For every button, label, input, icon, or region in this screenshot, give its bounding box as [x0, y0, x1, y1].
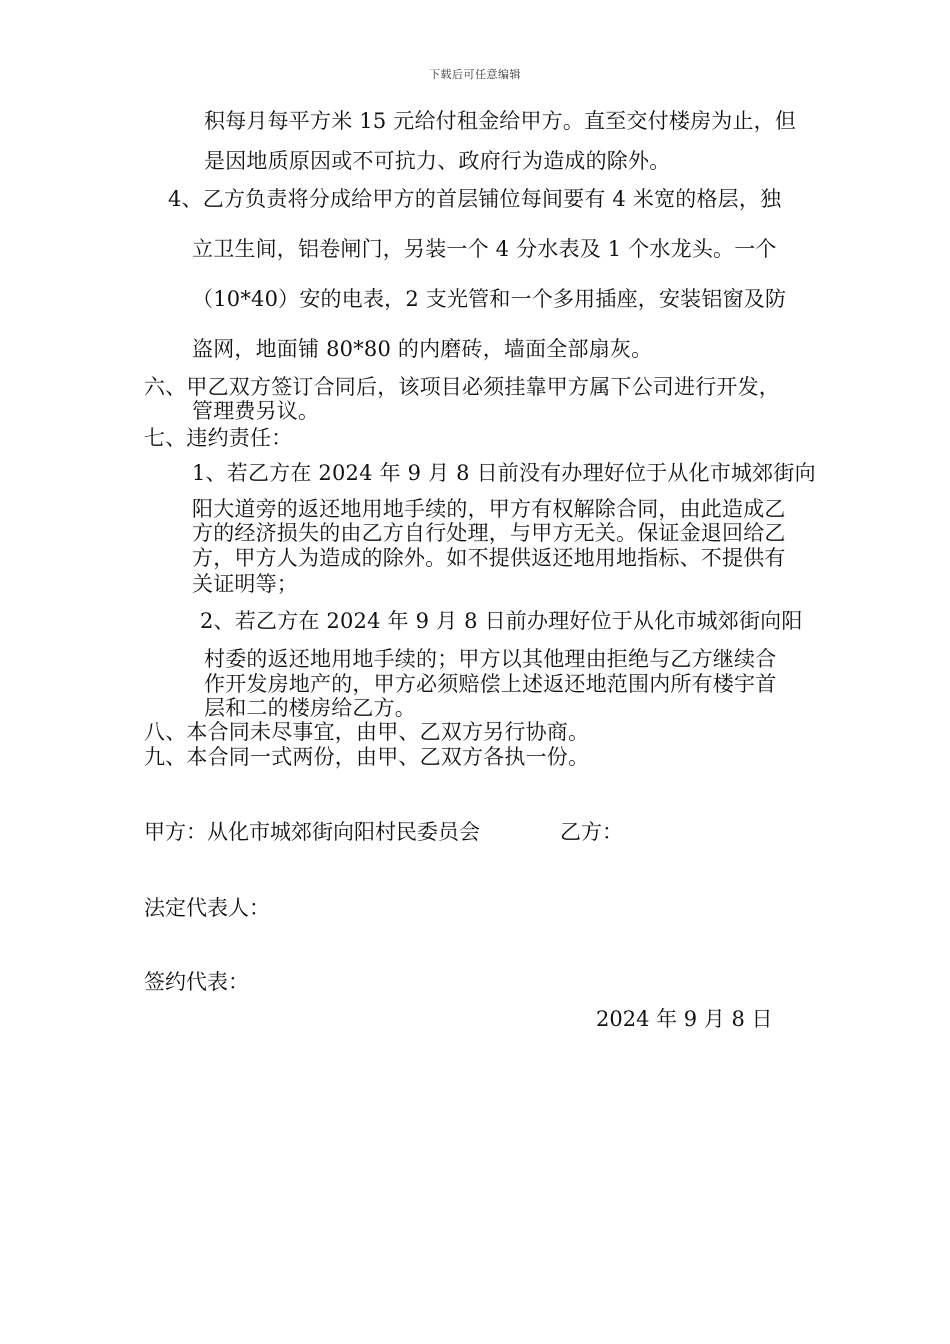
signing-representative-label: 签约代表： [144, 970, 249, 994]
section-7-item-1-line-2: 阳大道旁的返还地用地手续的，甲方有权解除合同，由此造成乙 [192, 497, 786, 521]
legal-representative-label: 法定代表人： [144, 896, 270, 920]
clause-continuation-line-1: 积每月每平方米 15 元给付租金给甲方。直至交付楼房为止，但 [204, 109, 797, 133]
page-header: 下载后可任意编辑 [429, 68, 521, 81]
section-7-item-1-line-5: 关证明等； [192, 572, 298, 596]
section-6-line-2: 管理费另议。 [192, 399, 320, 423]
section-8: 八、本合同未尽事宜，由甲、乙双方另行协商。 [144, 720, 590, 744]
section-7-item-1-line-1: 1、若乙方在 2024 年 9 月 8 日前没有办理好位于从化市城郊街向 [192, 461, 816, 485]
section-7-item-2-line-3: 作开发房地产的，甲方必须赔偿上述返还地范围内所有楼宇首 [204, 672, 777, 696]
section-7-item-2-line-1: 2、若乙方在 2024 年 9 月 8 日前办理好位于从化市城郊街向阳 [200, 609, 803, 633]
section-7-item-2-line-2: 村委的返还地用地手续的；甲方以其他理由拒绝与乙方继续合 [204, 647, 777, 671]
clause-continuation-line-2: 是因地质原因或不可抗力、政府行为造成的除外。 [204, 149, 671, 173]
section-6-line-1: 六、甲乙双方签订合同后，该项目必须挂靠甲方属下公司进行开发， [144, 375, 780, 399]
party-b-signature-label: 乙方： [560, 820, 623, 844]
item-4-line-4: 盗网，地面铺 80*80 的内磨砖，墙面全部扇灰。 [192, 337, 653, 361]
party-a-signature-label: 甲方：从化市城郊街向阳村民委员会 [144, 820, 480, 844]
section-9: 九、本合同一式两份，由甲、乙双方各执一份。 [144, 745, 590, 769]
item-4-line-2: 立卫生间，铝卷闸门，另装一个 4 分水表及 1 个水龙头。一个 [192, 237, 777, 261]
section-7-item-2-line-4: 层和二的楼房给乙方。 [204, 696, 416, 720]
section-7-item-1-line-3: 方的经济损失的由乙方自行处理，与甲方无关。保证金退回给乙 [192, 521, 786, 545]
item-4-line-1: 4、乙方负责将分成给甲方的首层铺位每间要有 4 米宽的格层，独 [168, 187, 782, 211]
section-7-item-1-line-4: 方，甲方人为造成的除外。如不提供返还地用地指标、不提供有 [192, 546, 786, 570]
signing-date: 2024 年 9 月 8 日 [596, 1007, 773, 1031]
section-7-title: 七、违约责任： [144, 426, 293, 450]
item-4-line-3: （10*40）安的电表，2 支光管和一个多用插座，安装铝窗及防 [192, 287, 787, 311]
